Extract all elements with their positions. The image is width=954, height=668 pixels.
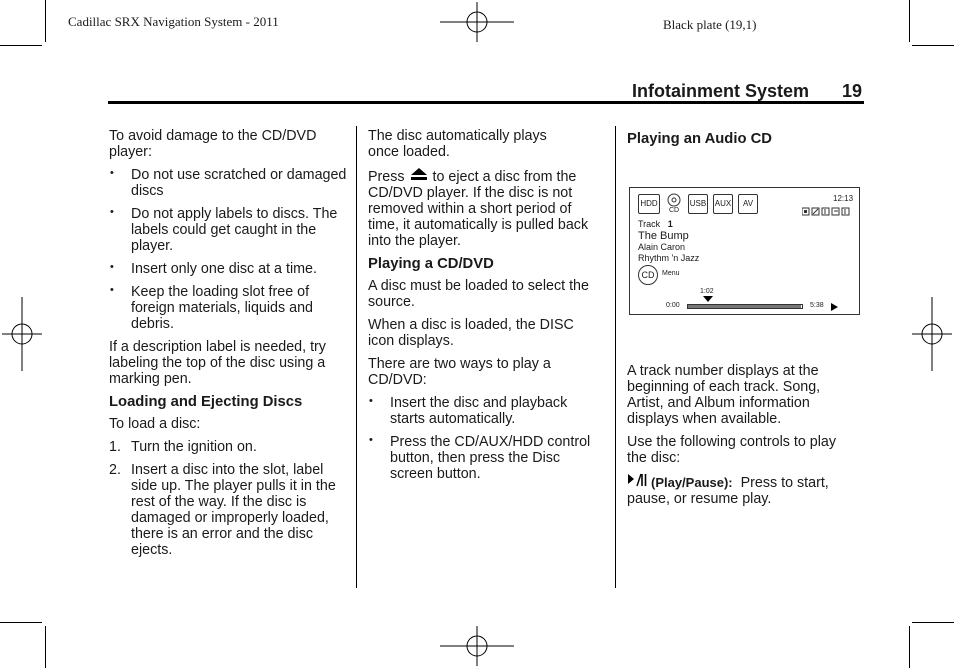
progress-fill	[688, 305, 801, 308]
column-2	[368, 128, 600, 489]
paragraph: When a disc is loaded, the DISC icon displays.	[368, 317, 574, 349]
header-rule	[108, 101, 864, 104]
crop-mark	[909, 0, 910, 42]
clock: 12:13	[833, 194, 854, 203]
audio-cd-screen	[629, 187, 860, 315]
list-item: • Insert only one disc at a time.	[110, 261, 317, 277]
cd-badge: CD	[638, 265, 658, 285]
registration-mark-top	[440, 2, 514, 42]
registration-mark-bottom	[440, 626, 514, 666]
list-item: • Press the CD/AUX/HDD control button, then press the Disc screen button.	[369, 434, 591, 482]
source-button-aux: AUX	[713, 194, 733, 214]
column-1	[109, 128, 349, 565]
heading-playing-cd-dvd: Playing a CD/DVD	[368, 256, 494, 272]
crop-mark	[0, 45, 42, 46]
paragraph: Use the following controls to play the disc:	[627, 434, 837, 466]
page-number: 19	[842, 81, 863, 101]
crop-mark	[45, 626, 46, 668]
list-item: • Keep the loading slot free of foreign materials, liquids and debris.	[110, 284, 313, 332]
load-intro: To load a disc:	[109, 416, 201, 432]
list-item: • Do not use scratched or damaged discs	[110, 167, 347, 199]
progress-track	[687, 304, 803, 309]
playhead-marker-icon	[703, 296, 713, 302]
intro-text: To avoid damage to the CD/DVD player:	[109, 128, 317, 160]
play-pause-description: (Play/Pause): Press to start, pause, or resume play.	[627, 475, 829, 507]
column-3-lower	[627, 363, 857, 514]
source-button-usb: USB	[688, 194, 708, 214]
eject-text: Press to eject a disc from the CD/DVD player. If the disc is not removed within a short period of time, it automatically is pulled back into the player.	[368, 169, 589, 249]
total-time: 5:38	[810, 302, 824, 309]
crop-mark	[912, 45, 954, 46]
elapsed-time: 0:00	[666, 302, 680, 309]
disc-icon	[667, 193, 681, 207]
crop-mark	[45, 0, 46, 42]
document-title: Cadillac SRX Navigation System - 2011	[68, 14, 279, 29]
play-pause-icon	[627, 473, 647, 487]
column-divider	[615, 126, 616, 588]
eject-icon	[409, 167, 429, 181]
paragraph: A track number displays at the beginning of each track. Song, Artist, and Album information displays when available.	[627, 363, 821, 427]
track-label: Track 1	[638, 219, 673, 229]
section-title: Infotainment System	[632, 81, 810, 101]
crop-mark	[912, 622, 954, 623]
heading-playing-audio-cd: Playing an Audio CD	[627, 131, 772, 147]
status-icons	[802, 207, 854, 216]
plate-label: Black plate (19,1)	[663, 17, 757, 32]
source-button-cd: CD	[665, 193, 683, 215]
crop-mark	[0, 622, 42, 623]
position-time: 1:02	[700, 288, 714, 295]
registration-mark-right	[912, 297, 952, 371]
paragraph: A disc must be loaded to select the source.	[368, 278, 589, 310]
menu-label: Menu	[662, 270, 680, 277]
list-item: • Do not apply labels to discs. The labels could get caught in the player.	[110, 206, 338, 254]
paragraph: There are two ways to play a CD/DVD:	[368, 356, 551, 388]
play-icon	[831, 303, 838, 311]
label-note: If a description label is needed, try labeling the top of the disc using a marking pen.	[109, 339, 326, 387]
step-item: 2. Insert a disc into the slot, label side up. The player pulls it in the rest of the way. If the disc is damaged or improperly loaded, there is an error and the disc ejects.	[109, 462, 336, 558]
album-name: Rhythm 'n Jazz	[638, 253, 700, 263]
crop-mark	[909, 626, 910, 668]
column-3	[627, 128, 857, 153]
heading-loading-ejecting: Loading and Ejecting Discs	[109, 394, 303, 410]
registration-mark-left	[2, 297, 42, 371]
step-item: 1. Turn the ignition on.	[109, 439, 257, 455]
column-divider	[356, 126, 357, 588]
source-button-hdd: HDD	[638, 194, 660, 214]
list-item: • Insert the disc and playback starts automatically.	[369, 395, 568, 427]
song-title: The Bump	[638, 230, 689, 242]
auto-play-text: The disc automatically plays once loaded.	[368, 128, 547, 160]
source-button-av: AV	[738, 194, 758, 214]
artist-name: Alain Caron	[638, 242, 686, 252]
